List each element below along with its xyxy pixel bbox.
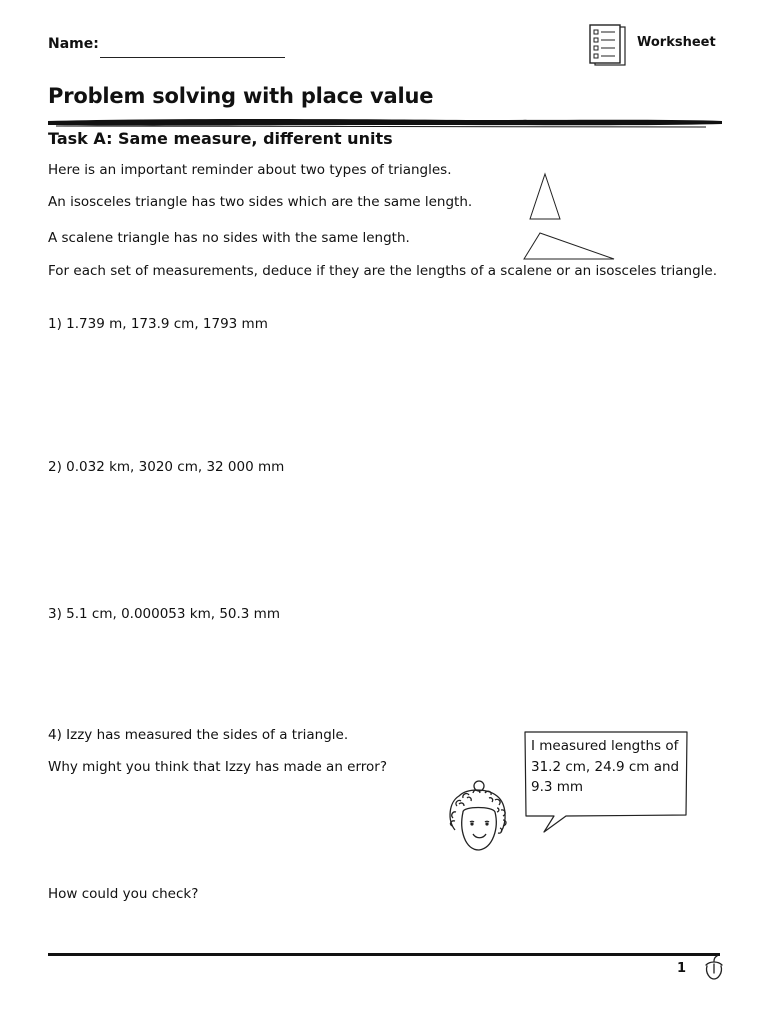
question-3: 3) 5.1 cm, 0.000053 km, 50.3 mm [48, 606, 280, 622]
question-2: 2) 0.032 km, 3020 cm, 32 000 mm [48, 459, 285, 475]
scalene-definition: A scalene triangle has no sides with the same length. [48, 230, 410, 246]
name-field-line[interactable] [100, 57, 285, 58]
speech-bubble-text: I measured lengths of 31.2 cm, 24.9 cm and 9.3 mm [531, 738, 680, 795]
izzy-avatar [443, 778, 513, 858]
instruction-text: For each set of measurements, deduce if they are the lengths of a scalene or an isosceles triangle. [48, 263, 717, 279]
acorn-logo-icon [702, 955, 726, 981]
page-number: 1 [677, 961, 687, 976]
name-label: Name: [48, 36, 99, 52]
reminder-text: Here is an important reminder about two types of triangles. [48, 162, 452, 178]
question-4-intro: 4) Izzy has measured the sides of a triangle. [48, 727, 349, 743]
footer-divider [48, 953, 720, 956]
title-underline-divider [46, 115, 724, 129]
worksheet-label: Worksheet [637, 35, 716, 50]
isosceles-definition: An isosceles triangle has two sides which are the same length. [48, 194, 473, 210]
task-heading: Task A: Same measure, different units [48, 129, 393, 148]
question-4-why: Why might you think that Izzy has made an error? [48, 759, 388, 775]
isosceles-triangle-diagram [527, 172, 563, 222]
page-title: Problem solving with place value [48, 84, 434, 108]
question-1: 1) 1.739 m, 173.9 cm, 1793 mm [48, 316, 268, 332]
worksheet-icon [586, 24, 630, 68]
question-4-check: How could you check? [48, 886, 199, 902]
scalene-triangle-diagram [522, 230, 618, 262]
